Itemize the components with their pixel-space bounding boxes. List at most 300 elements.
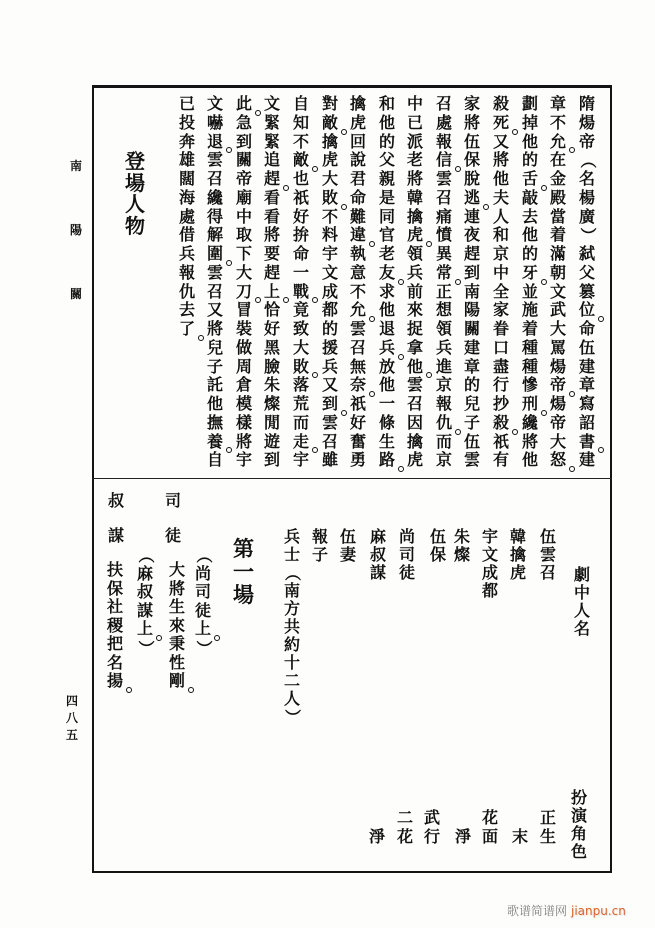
synopsis-column (291, 95, 311, 470)
glyph: 朝 (549, 262, 566, 282)
glyph: 雄 (178, 150, 195, 170)
cast-name (338, 528, 358, 564)
glyph: 君 (349, 169, 366, 188)
glyph: 也 (292, 169, 309, 188)
glyph: 妻 (339, 545, 356, 564)
glyph: 演 (570, 806, 587, 825)
glyph: 親 (378, 169, 395, 188)
glyph: 劃 (521, 94, 538, 113)
glyph: 雲 (349, 319, 366, 338)
glyph: 祇 (292, 187, 309, 207)
glyph: 中 (235, 206, 252, 226)
glyph: 拚 (292, 225, 309, 245)
glyph: 金 (549, 169, 566, 188)
glyph: 意 (349, 262, 366, 282)
cast-name (428, 528, 448, 564)
glyph: 放 (378, 356, 395, 376)
glyph: 並 (521, 281, 538, 301)
glyph: 敗 (291, 358, 311, 377)
glyph: 雲 (321, 412, 338, 432)
glyph: 敲 (521, 187, 538, 207)
glyph: 施 (521, 300, 538, 320)
period-mark (198, 335, 204, 341)
glyph: 場 (125, 170, 145, 195)
glyph: 伍 (429, 527, 446, 546)
glyph: 章 (549, 94, 566, 113)
glyph: 走 (291, 433, 311, 452)
glyph: 陽 (463, 300, 480, 320)
glyph: 麻 (369, 527, 386, 546)
glyph: 兒 (463, 394, 480, 413)
glyph: 召 (206, 169, 223, 188)
glyph: 虎 (349, 112, 366, 132)
glyph: 戰 (291, 283, 311, 302)
glyph: 報 (311, 527, 328, 546)
glyph: 好 (292, 206, 309, 226)
glyph: 的 (321, 319, 338, 338)
glyph: 緊 (263, 131, 280, 151)
glyph: 關 (69, 287, 82, 301)
period-mark (541, 185, 547, 191)
page-number (62, 693, 82, 744)
glyph: 帝 (235, 169, 252, 188)
glyph: 閒 (263, 412, 280, 432)
synopsis-column (177, 95, 197, 339)
glyph: 抄 (492, 394, 509, 413)
glyph: 憤 (435, 225, 452, 245)
glyph: 又 (321, 375, 338, 395)
glyph: 朱 (263, 375, 280, 395)
glyph: 隋 (578, 94, 595, 113)
glyph: 兵 (435, 337, 452, 357)
glyph: 花 (396, 826, 413, 846)
glyph: 已 (178, 94, 195, 113)
period-mark (369, 241, 375, 247)
running-title (66, 134, 86, 326)
period-mark (398, 354, 404, 360)
cast-name (538, 528, 558, 582)
glyph: 想 (435, 300, 452, 320)
glyph: 自 (292, 94, 309, 113)
glyph: ） (136, 639, 156, 656)
glyph: 揚 (105, 672, 125, 691)
glyph: 一 (233, 559, 254, 584)
synopsis-column (520, 95, 540, 470)
glyph: 他 (405, 358, 425, 377)
glyph: 成 (321, 281, 338, 301)
synopsis-column (548, 95, 568, 470)
glyph: 麻 (136, 563, 153, 583)
glyph: 樣 (235, 412, 252, 432)
glyph: 罵 (549, 337, 566, 357)
section-heading (125, 151, 145, 237)
glyph: 徒 (164, 526, 181, 545)
glyph: 子 (311, 545, 328, 564)
glyph: 上 (135, 620, 155, 639)
glyph: 追 (263, 150, 280, 170)
period-mark (512, 129, 518, 135)
glyph: 殺 (492, 94, 509, 113)
glyph: 下 (235, 244, 252, 263)
glyph: 燦 (263, 394, 280, 413)
glyph: 建 (463, 337, 480, 357)
cast-name (452, 528, 472, 564)
glyph: 人 (283, 689, 300, 708)
synopsis-column (462, 95, 482, 470)
glyph: 到 (263, 450, 280, 470)
glyph: 官 (378, 225, 395, 245)
period-mark (455, 166, 461, 172)
glyph: 兵 (406, 262, 423, 282)
glyph: 帝 (578, 131, 595, 151)
glyph: 司 (164, 491, 181, 510)
glyph: 刀 (234, 283, 254, 302)
glyph: 宇 (321, 244, 338, 263)
period-mark (398, 466, 404, 472)
glyph: 牙 (520, 264, 540, 283)
glyph: 全 (492, 281, 509, 301)
glyph: 關 (235, 150, 252, 170)
glyph: 模 (235, 394, 252, 413)
glyph: 致 (292, 319, 309, 338)
glyph: 人 (125, 192, 145, 216)
glyph: （ (136, 547, 156, 564)
glyph: 報 (178, 262, 195, 282)
cast-role (480, 809, 500, 846)
glyph: 他 (492, 169, 509, 188)
glyph: 性 (168, 652, 185, 672)
glyph: 無 (349, 356, 366, 376)
glyph: 扶 (106, 560, 123, 579)
glyph: 叔 (107, 491, 124, 510)
glyph: 命 (578, 319, 595, 338)
glyph: 名 (578, 169, 595, 188)
names-header (572, 566, 592, 638)
glyph: 的 (378, 131, 395, 151)
cast-role (453, 828, 473, 847)
glyph: 因 (406, 412, 423, 432)
glyph: 中 (406, 94, 423, 113)
glyph: 文 (549, 281, 566, 301)
glyph: 擒 (406, 431, 423, 451)
glyph: 正 (435, 281, 452, 301)
glyph: 章 (463, 356, 480, 376)
glyph: 登 (125, 149, 145, 173)
glyph: 召 (349, 337, 366, 357)
glyph: 伍 (539, 527, 556, 546)
glyph: 他 (378, 375, 395, 395)
watermark (507, 902, 626, 919)
glyph: 兵 (283, 527, 300, 546)
glyph: 大 (235, 262, 252, 282)
glyph: 趕 (262, 170, 282, 189)
glyph: 雲 (206, 262, 223, 282)
glyph: 韓 (509, 527, 526, 546)
glyph: 而 (292, 412, 309, 432)
glyph: 又 (492, 131, 509, 151)
section-divider (92, 478, 612, 479)
glyph: 京 (435, 450, 452, 470)
glyph: 行 (492, 375, 509, 395)
glyph: 好 (349, 412, 366, 432)
glyph: 進 (435, 356, 452, 376)
glyph: 擒 (406, 206, 423, 226)
glyph: ） (283, 708, 302, 725)
glyph: 花 (481, 808, 498, 827)
glyph: 援 (321, 337, 338, 357)
glyph: 友 (377, 264, 397, 283)
glyph: 稷 (106, 615, 123, 635)
cast-role (395, 809, 415, 846)
glyph: 處 (178, 206, 195, 226)
glyph: 都 (481, 581, 498, 600)
period-mark (483, 204, 489, 210)
glyph: 章 (578, 375, 595, 395)
glyph: 大 (321, 169, 338, 188)
stage-direction (135, 546, 155, 657)
glyph: 尚 (194, 563, 211, 583)
speaker-label (106, 483, 126, 553)
glyph: 取 (235, 225, 252, 245)
glyph: 做 (235, 337, 252, 357)
glyph: 淨 (368, 826, 385, 846)
glyph: 雲 (406, 375, 423, 395)
glyph: 託 (206, 375, 223, 395)
glyph: 而 (435, 431, 452, 451)
glyph: 將 (463, 112, 480, 132)
glyph: 叔 (136, 582, 153, 601)
glyph: 到 (320, 395, 340, 414)
glyph: 文 (263, 94, 280, 113)
glyph: 正 (539, 808, 556, 827)
glyph: 淨 (454, 826, 471, 846)
glyph: 知 (292, 112, 309, 132)
glyph: 慘 (521, 375, 538, 395)
glyph: 着 (549, 225, 566, 245)
glyph: 兵 (377, 339, 397, 358)
glyph: 南 (283, 581, 300, 600)
period-mark (226, 260, 232, 266)
glyph: 韓 (406, 187, 423, 207)
glyph: 子 (463, 412, 480, 432)
glyph: 文 (481, 545, 498, 564)
glyph: 仇 (434, 414, 454, 433)
glyph: 保 (429, 545, 446, 564)
glyph: 虎 (509, 563, 526, 582)
glyph: 擒 (509, 545, 526, 564)
glyph: 寫 (578, 394, 595, 413)
glyph: 名 (106, 652, 123, 672)
glyph: 士 (283, 545, 300, 564)
glyph: 敵 (320, 114, 340, 133)
synopsis-column (262, 95, 282, 470)
glyph: 人 (573, 601, 590, 620)
glyph: 趕 (463, 244, 480, 263)
glyph: 看 (263, 187, 280, 207)
synopsis-column (205, 95, 225, 470)
period-mark (214, 635, 220, 641)
glyph: 和 (378, 94, 395, 113)
cast-role (510, 828, 530, 847)
glyph: 報 (435, 394, 452, 413)
glyph: 家 (492, 300, 509, 320)
period-mark (341, 204, 347, 210)
glyph: 行 (423, 826, 440, 846)
glyph: 回 (349, 131, 366, 151)
period-mark (255, 110, 261, 116)
glyph: 伍 (339, 527, 356, 546)
dialogue-line (167, 561, 187, 691)
glyph: 的 (521, 244, 538, 263)
glyph: 他 (378, 112, 395, 132)
glyph: 將 (406, 169, 423, 188)
glyph: 他 (521, 450, 538, 470)
glyph: 又 (206, 300, 223, 320)
glyph: 將 (263, 225, 280, 245)
glyph: 種 (521, 356, 538, 376)
glyph: 求 (378, 281, 395, 301)
glyph: 難 (349, 206, 366, 226)
period-mark (569, 391, 575, 397)
glyph: 去 (178, 300, 195, 320)
glyph: 伍 (463, 431, 480, 451)
glyph: 借 (178, 225, 195, 245)
glyph: 將 (521, 431, 538, 451)
glyph: 嚇 (206, 112, 223, 132)
glyph: 退 (378, 319, 395, 338)
glyph: 周 (235, 356, 252, 376)
glyph: 生 (168, 597, 185, 616)
glyph: 物 (125, 213, 145, 238)
period-mark (541, 279, 547, 285)
glyph: 掉 (521, 112, 538, 132)
glyph: 領 (435, 319, 452, 338)
glyph: （ (578, 152, 598, 169)
glyph: 四 (65, 694, 78, 708)
period-mark (188, 687, 194, 693)
glyph: 來 (406, 300, 423, 320)
cast-name (310, 528, 330, 564)
glyph: 徒 (194, 600, 211, 620)
glyph: 二 (283, 671, 300, 690)
glyph: 虎 (405, 226, 425, 245)
glyph: 得 (206, 206, 223, 226)
glyph: 命 (292, 244, 309, 263)
glyph: 叔 (369, 545, 386, 564)
glyph: 南 (69, 159, 82, 173)
glyph: 都 (321, 300, 338, 320)
glyph: 違 (348, 226, 368, 245)
glyph: 的 (463, 375, 480, 395)
glyph: 將 (168, 578, 185, 598)
glyph: 殺 (491, 414, 511, 433)
glyph: 二 (396, 808, 413, 827)
synopsis-column (405, 95, 425, 470)
synopsis-column (320, 95, 340, 470)
glyph: 謀 (136, 600, 153, 620)
stage-direction (193, 546, 213, 657)
cast-name (368, 528, 388, 582)
glyph: 到 (463, 262, 480, 282)
glyph: 司 (398, 545, 415, 564)
glyph: 方 (283, 599, 300, 618)
glyph: 荒 (292, 394, 309, 413)
synopsis-column (377, 95, 397, 470)
glyph: 料 (321, 225, 338, 245)
glyph: 裝 (235, 319, 252, 338)
glyph: 廟 (235, 187, 252, 207)
glyph: 祇 (349, 394, 366, 413)
glyph: 不 (349, 281, 366, 301)
glyph: 遊 (263, 431, 280, 451)
period-mark (512, 429, 518, 435)
glyph: 纔 (206, 187, 223, 207)
cast-role (367, 828, 387, 847)
glyph: 帝 (548, 376, 568, 395)
cast-name (282, 528, 302, 726)
glyph: 陽 (69, 223, 82, 237)
glyph: 圍 (205, 245, 225, 264)
glyph: 他 (521, 131, 538, 151)
glyph: 處 (435, 112, 452, 132)
glyph: 闊 (178, 169, 195, 188)
glyph: 京 (435, 375, 452, 395)
glyph: 煬 (549, 356, 566, 376)
glyph: 條 (378, 412, 395, 432)
glyph: 不 (549, 112, 566, 132)
glyph: 父 (378, 150, 395, 170)
glyph: 殿 (549, 187, 566, 207)
glyph: 宇 (235, 450, 252, 470)
glyph: 篡 (578, 281, 595, 301)
glyph: 末 (511, 826, 528, 846)
glyph: 文 (321, 262, 338, 282)
glyph: 大 (292, 337, 309, 357)
glyph: 派 (406, 131, 423, 151)
glyph: 投 (178, 112, 195, 132)
glyph: 老 (406, 150, 423, 170)
glyph: 雲 (539, 545, 556, 564)
period-mark (398, 279, 404, 285)
glyph: 要 (263, 244, 280, 263)
glyph: 他 (206, 394, 223, 413)
glyph: 報 (435, 131, 452, 151)
glyph: 燦 (453, 545, 470, 564)
period-mark (312, 166, 318, 172)
glyph: 祇 (492, 431, 509, 451)
glyph: 謀 (369, 563, 386, 582)
glyph: 刑 (520, 395, 540, 414)
glyph: 竟 (292, 300, 309, 320)
glyph: 夫 (492, 187, 509, 207)
glyph: 路 (377, 451, 397, 470)
glyph: 武 (423, 808, 440, 827)
glyph: 一 (378, 394, 395, 413)
period-mark (341, 129, 347, 135)
cast-name (480, 528, 500, 600)
glyph: 敵 (291, 151, 311, 170)
glyph: 詔 (578, 412, 595, 432)
glyph: 落 (292, 375, 309, 395)
glyph: 南 (463, 281, 480, 301)
glyph: 伍 (578, 337, 595, 357)
glyph: 關 (463, 319, 480, 338)
period-mark (283, 185, 289, 191)
glyph: 奈 (348, 376, 368, 395)
glyph: 角 (570, 824, 587, 843)
glyph: 宇 (292, 450, 309, 470)
glyph: 自 (206, 450, 223, 470)
